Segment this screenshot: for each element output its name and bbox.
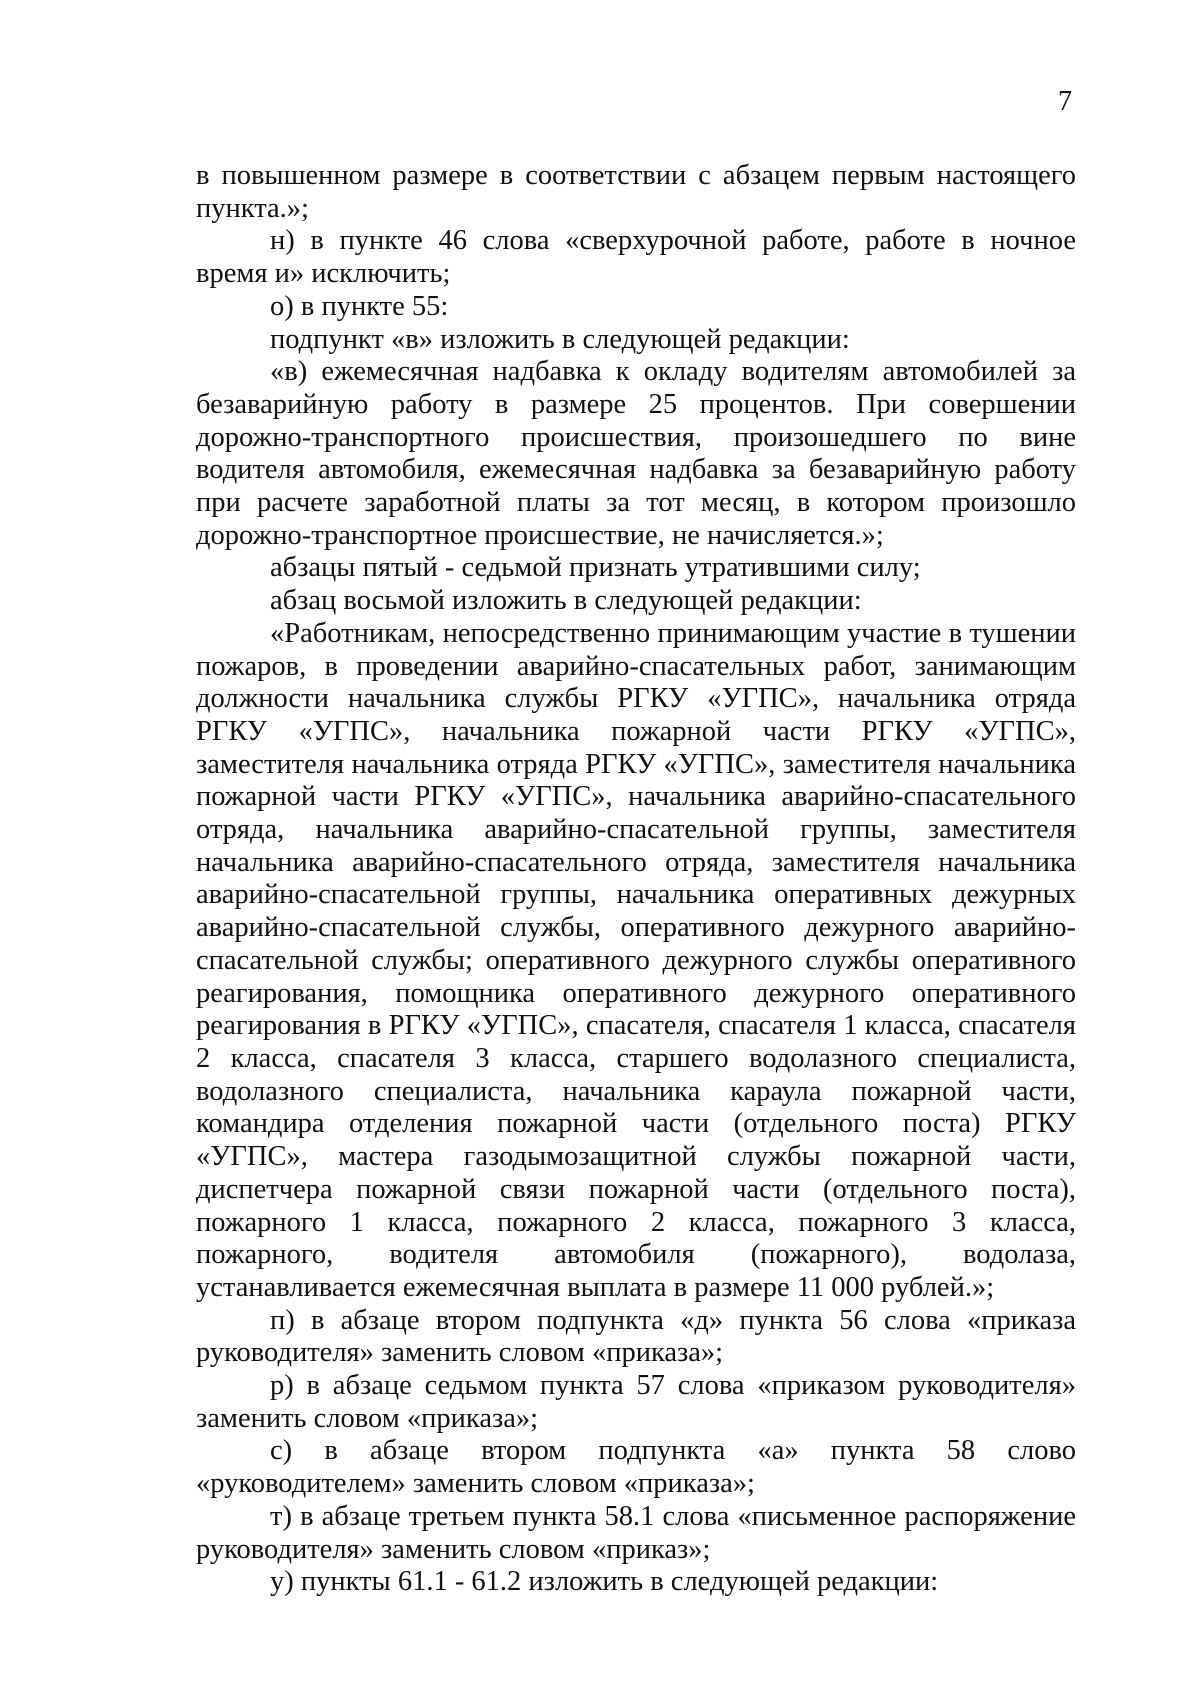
document-body [196,160,1076,1599]
paragraph-item-n: н) в пункте 46 слова «сверхурочной работе, работе в ночное время и» исключить; [196,225,1076,290]
page-number: 7 [1058,86,1072,117]
paragraph-repeal: абзацы пятый - седьмой признать утратившими силу; [270,552,921,584]
paragraph-item-o: о) в пункте 55: [270,290,449,322]
paragraph-item-u: у) пункты 61.1 - 61.2 изложить в следующей редакции: [270,1566,939,1598]
paragraph-eighth-intro: абзац восьмой изложить в следующей редакции: [270,585,862,617]
paragraph-item-t: т) в абзаце третьем пункта 58.1 слова «письменное распоряжение руководителя» заменить словом «приказ»; [196,1500,1076,1565]
paragraph-continuation: в повышенном размере в соответствии с абзацем первым настоящего пункта.»; [196,160,1076,224]
paragraph-eighth-text: «Работникам, непосредственно принимающим участие в тушении пожаров, в проведении аварийно-спасательных работ, занимающим должности начальника службы РГКУ «УГПС», начальника отряда РГКУ «УГПС», начальника пожарной части РГКУ «УГПС», заместителя начальника отряда РГКУ «УГПС», заместителя начальника пожарной части РГКУ «УГПС», начальника аварийно-спасательного отряда, начальника аварийно-спасательной группы, заместителя начальника аварийно-спасательного отряда, заместителя начальника аварийно-спасательной группы, начальника оперативных дежурных аварийно-спасательной службы, оперативного дежурного аварийно-спасательной службы; оперативного дежурного службы оперативного реагирования, помощника оперативного дежурного оперативного реагирования в РГКУ «УГПС», спасателя, спасателя 1 класса, спасателя 2 класса, спасателя 3 класса, старшего водолазного специалиста, водолазного специалиста, начальника караула пожарной части, командира отделения пожарной части (отдельного поста) РГКУ «УГПС», мастера газодымозащитной службы пожарной части, диспетчера пожарной связи пожарной части (отдельного поста), пожарного 1 класса, пожарного 2 класса, пожарного 3 класса, пожарного, водителя автомобиля (пожарного), водолаза, устанавливается ежемесячная выплата в размере 11 000 рублей.»; [196,617,1076,1303]
paragraph-subitem-v-intro: подпункт «в» изложить в следующей редакции: [270,323,850,355]
paragraph-item-r: р) в абзаце седьмом пункта 57 слова «приказом руководителя» заменить словом «приказа»; [196,1370,1076,1434]
paragraph-item-p: п) в абзаце втором подпункта «д» пункта 56 слова «приказа руководителя» заменить словом «приказа»; [196,1304,1076,1369]
paragraph-subitem-v-text: «в) ежемесячная надбавка к окладу водителям автомобилей за безаварийную работу в размере 25 процентов. При совершении дорожно-транспортного происшествия, произошедшего по вине водителя автомобиля, ежемесячная надбавка за безаварийную работу при расчете заработной платы за тот месяц, в котором произошло дорожно-транспортное происшествие, не начисляется.»; [196,356,1076,551]
paragraph-item-s: с) в абзаце втором подпункта «а» пункта 58 слово «руководителем» заменить словом «приказа»; [196,1435,1076,1500]
